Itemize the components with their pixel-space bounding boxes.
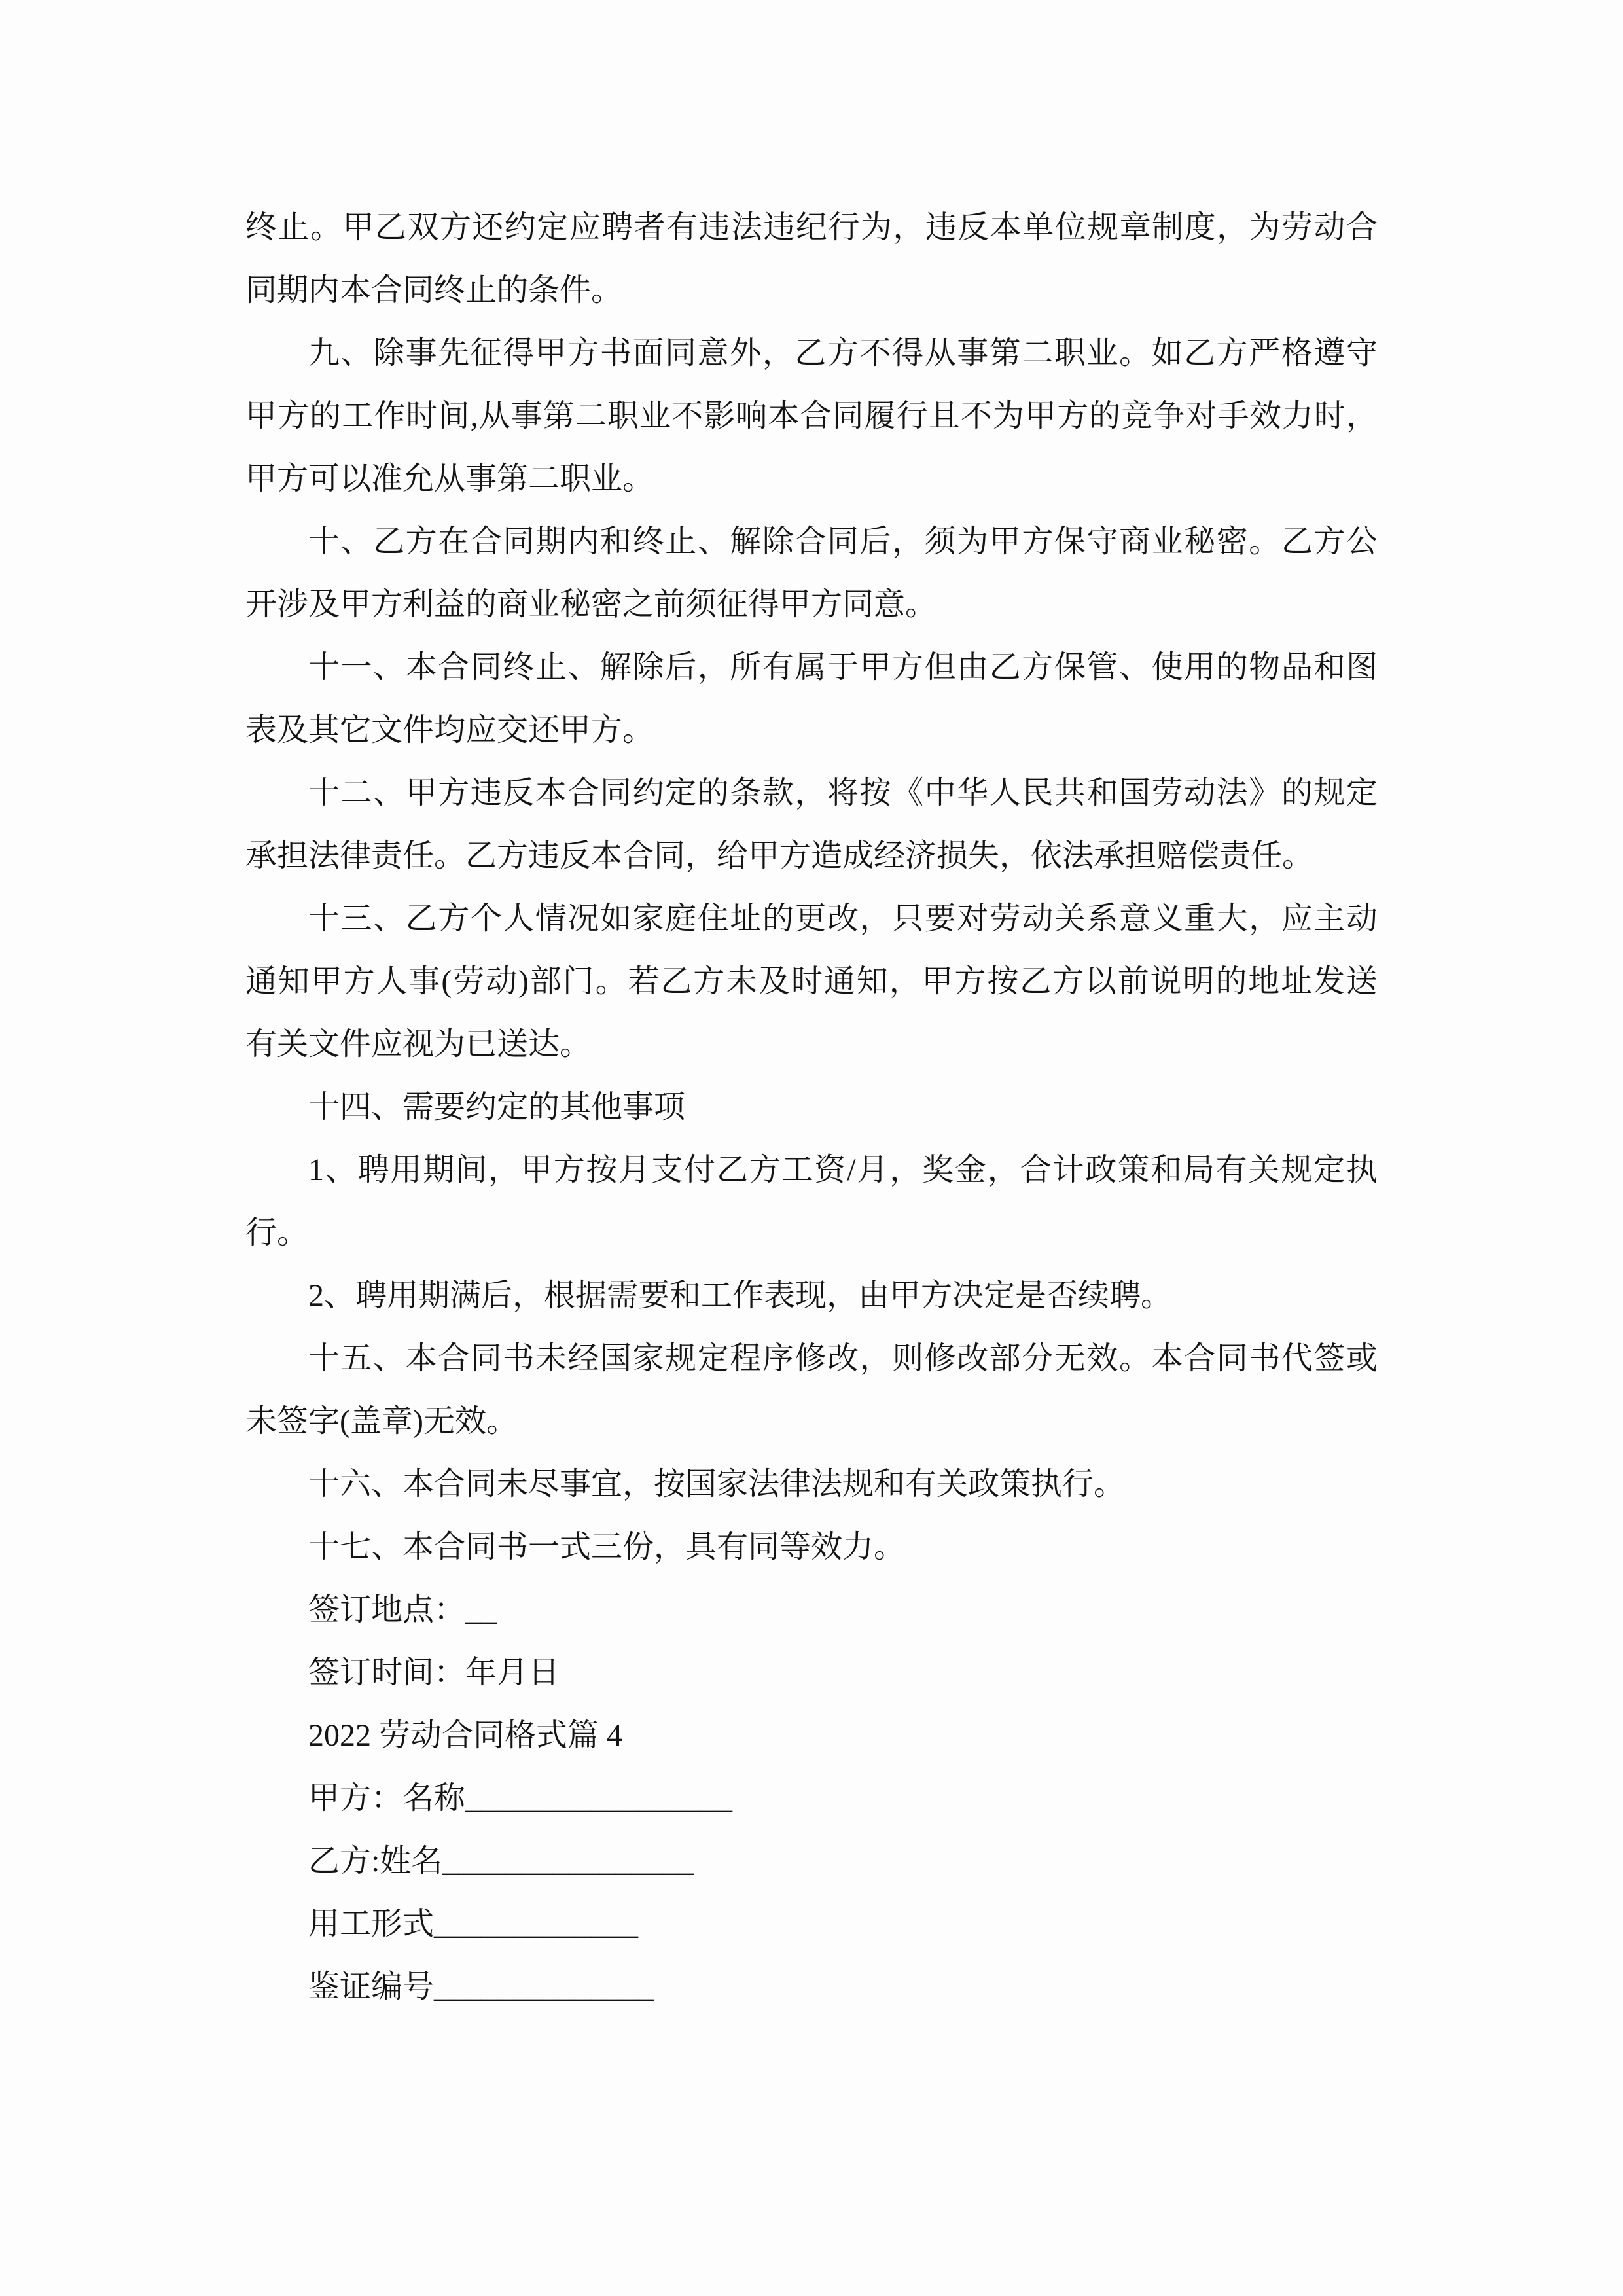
text-line: 未签字(盖章)无效。 [245,1404,518,1439]
text-line: 甲方可以准允从事第二职业。 [245,461,654,496]
text-line: 1、聘用期间，甲方按月支付乙方工资/月，奖金，合计政策和局有关规定执 [308,1153,1378,1187]
text-line: 同期内本合同终止的条件。 [245,273,623,308]
text-line: 承担法律责任。乙方违反本合同，给甲方造成经济损失，依法承担赔偿责任。 [245,838,1314,873]
text-line: 2、聘用期满后，根据需要和工作表现，由甲方决定是否续聘。 [308,1278,1173,1313]
text-line: 签订地点：__ [308,1592,497,1627]
text-line: 十五、本合同书未经国家规定程序修改，则修改部分无效。本合同书代签或 [308,1341,1378,1376]
text-line: 用工形式_____________ [308,1907,639,1941]
text-line: 2022 劳动合同格式篇 4 [308,1718,623,1753]
text-line: 乙方:姓名________________ [308,1844,694,1878]
text-line: 十、乙方在合同期内和终止、解除合同后，须为甲方保守商业秘密。乙方公 [308,524,1378,559]
text-line: 十二、甲方违反本合同约定的条款，将按《中华人民共和国劳动法》的规定 [308,776,1378,810]
text-line: 十三、乙方个人情况如家庭住址的更改，只要对劳动关系意义重大，应主动 [308,901,1378,936]
text-line: 通知甲方人事(劳动)部门。若乙方未及时通知，甲方按乙方以前说明的地址发送 [245,964,1378,999]
text-line: 行。 [245,1215,309,1250]
text-line: 甲方：名称_________________ [308,1781,733,1816]
text-line: 十六、本合同未尽事宜，按国家法律法规和有关政策执行。 [308,1467,1126,1501]
text-line: 表及其它文件均应交还甲方。 [245,713,654,747]
document-body [245,196,1378,2018]
text-line: 有关文件应视为已送达。 [245,1027,592,1062]
text-line: 鉴证编号______________ [308,1969,654,2004]
text-line: 十一、本合同终止、解除后，所有属于甲方但由乙方保管、使用的物品和图 [308,650,1378,685]
text-line: 终止。甲乙双方还约定应聘者有违法违纪行为，违反本单位规章制度，为劳动合 [245,210,1378,245]
text-line: 十七、本合同书一式三份，具有同等效力。 [308,1530,906,1564]
text-line: 签订时间：年月日 [308,1655,560,1690]
text-line: 开涉及甲方利益的商业秘密之前须征得甲方同意。 [245,587,937,622]
text-line: 甲方的工作时间,从事第二职业不影响本合同履行且不为甲方的竞争对手效力时， [245,399,1378,433]
text-line: 十四、需要约定的其他事项 [308,1090,686,1124]
text-line: 九、除事先征得甲方书面同意外，乙方不得从事第二职业。如乙方严格遵守 [308,336,1378,370]
